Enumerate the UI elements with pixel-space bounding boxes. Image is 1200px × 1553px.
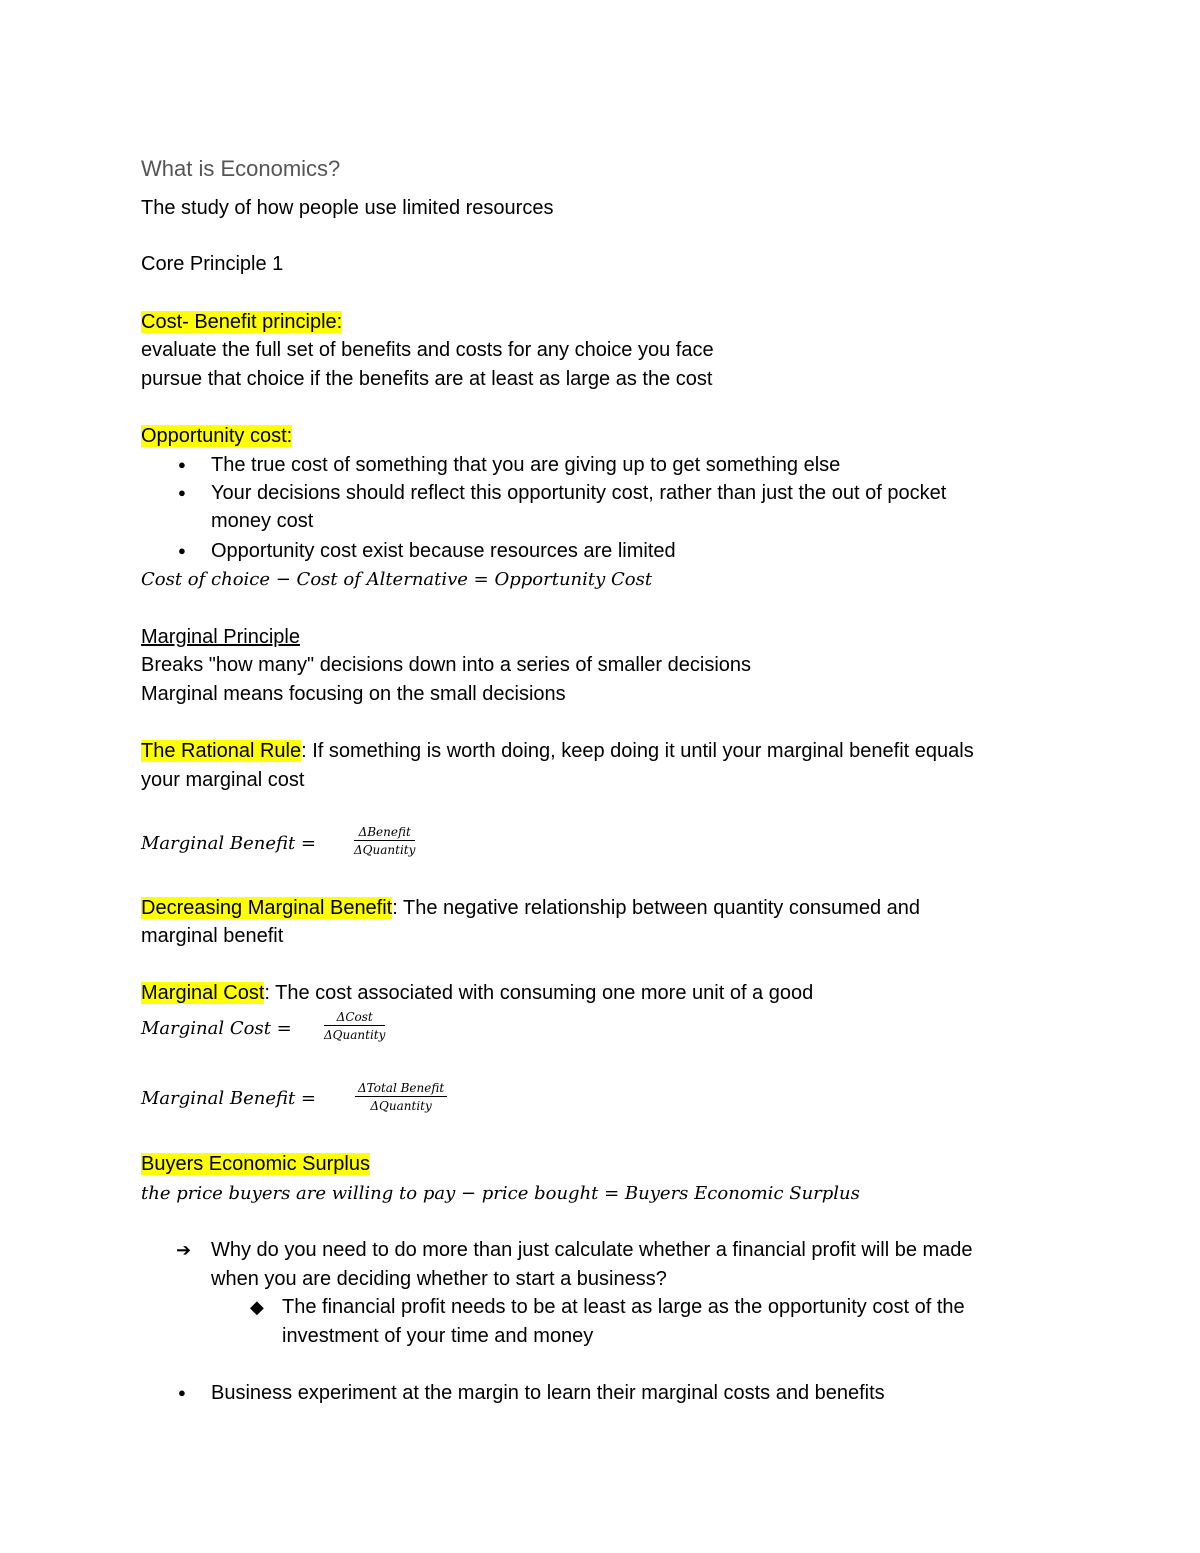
- marginal-principle-line: Marginal means focusing on the small decisions: [141, 683, 566, 705]
- question-text: Why do you need to do more than just calculate whether a financial profit will be made: [211, 1239, 973, 1261]
- answer-text: The financial profit needs to be at least as large as the opportunity cost of the: [282, 1296, 965, 1318]
- cost-benefit-heading: [141, 308, 342, 336]
- decreasing-mb-line: [141, 894, 920, 922]
- fraction-numerator: ΔTotal Benefit: [355, 1081, 447, 1097]
- page-title: What is Economics?: [141, 156, 341, 181]
- answer-text-continued: investment of your time and money: [282, 1325, 594, 1347]
- diamond-bullet-icon: ◆: [250, 1297, 264, 1317]
- question-text-continued: when you are deciding whether to start a business?: [211, 1268, 667, 1290]
- buyers-surplus-highlight: Buyers Economic Surplus: [141, 1153, 370, 1175]
- bullet-icon: ●: [178, 1385, 186, 1400]
- cost-benefit-line: evaluate the full set of benefits and costs for any choice you face: [141, 339, 714, 361]
- rational-rule-line: your marginal cost: [141, 769, 305, 791]
- opportunity-cost-heading: [141, 422, 292, 450]
- fraction-numerator: ΔBenefit: [354, 825, 415, 841]
- bullet-text: Opportunity cost exist because resources are limited: [211, 540, 676, 562]
- decreasing-mb-highlight: Decreasing Marginal Benefit: [141, 897, 393, 919]
- decreasing-mb-text: : The negative relationship between quantity consumed and: [392, 897, 921, 919]
- marginal-cost-text: : The cost associated with consuming one more unit of a good: [264, 982, 814, 1004]
- fraction-denominator: ΔQuantity: [324, 1028, 386, 1042]
- opportunity-cost-highlight: Opportunity cost:: [141, 425, 293, 447]
- buyers-surplus-heading: [141, 1150, 370, 1178]
- opportunity-cost-formula: Cost of choice − Cost of Alternative = Opportunity Cost: [141, 569, 653, 590]
- fraction-denominator: ΔQuantity: [370, 1099, 432, 1113]
- bullet-text: Your decisions should reflect this opportunity cost, rather than just the out of pocket: [211, 482, 947, 504]
- fraction-numerator: ΔCost: [324, 1010, 385, 1026]
- marginal-principle-heading: Marginal Principle: [141, 626, 300, 648]
- arrow-right-icon: ➔: [176, 1240, 192, 1260]
- cost-benefit-line: pursue that choice if the benefits are at least as large as the cost: [141, 368, 713, 390]
- marginal-cost-fraction: [324, 1010, 385, 1042]
- rational-rule-text: : If something is worth doing, keep doing it until your marginal benefit equals: [301, 740, 974, 762]
- bullet-icon: ●: [178, 485, 186, 500]
- bullet-icon: ●: [178, 543, 186, 558]
- cost-benefit-highlight: Cost- Benefit principle:: [141, 311, 343, 333]
- marginal-cost-formula-lhs: Marginal Cost =: [141, 1018, 292, 1039]
- decreasing-mb-line: marginal benefit: [141, 925, 284, 947]
- buyers-surplus-formula: the price buyers are willing to pay − price bought = Buyers Economic Surplus: [141, 1183, 860, 1204]
- marginal-cost-highlight: Marginal Cost: [141, 982, 265, 1004]
- marginal-benefit-fraction: [354, 825, 415, 857]
- definition-text: The study of how people use limited resources: [141, 197, 554, 219]
- bullet-icon: ●: [178, 457, 186, 472]
- total-benefit-fraction: [355, 1081, 447, 1113]
- marginal-cost-line: [141, 979, 813, 1007]
- core-principle-label: Core Principle 1: [141, 253, 284, 275]
- bullet-text-continued: money cost: [211, 510, 314, 532]
- final-bullet-text: Business experiment at the margin to learn their marginal costs and benefits: [211, 1382, 885, 1404]
- total-benefit-formula-lhs: Marginal Benefit =: [141, 1088, 317, 1109]
- rational-rule-highlight: The Rational Rule: [141, 740, 302, 762]
- fraction-denominator: ΔQuantity: [354, 843, 416, 857]
- marginal-benefit-formula-lhs: Marginal Benefit =: [141, 833, 317, 854]
- bullet-text: The true cost of something that you are giving up to get something else: [211, 454, 841, 476]
- marginal-principle-line: Breaks "how many" decisions down into a series of smaller decisions: [141, 654, 752, 676]
- rational-rule-line: [141, 737, 974, 765]
